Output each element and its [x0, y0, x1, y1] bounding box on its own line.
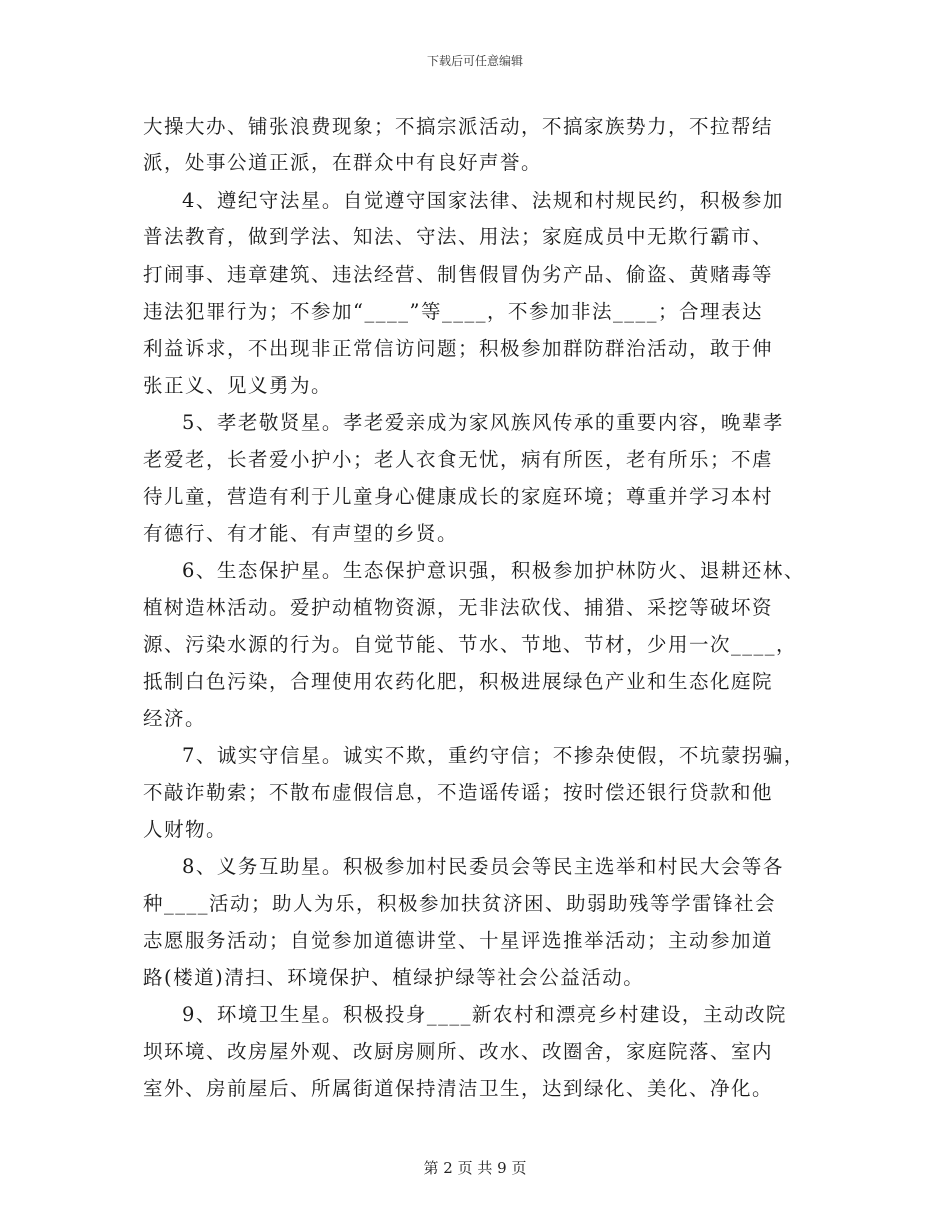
text-line: 源、污染水源的行为。自觉节能、节水、节地、节材，少用一次____，: [143, 633, 798, 656]
text-line: 抵制白色污染，合理使用农药化肥，积极进展绿色产业和生态化庭院: [143, 670, 774, 693]
text-line: 人财物。: [143, 818, 228, 841]
text-line: 经济。: [143, 707, 207, 730]
text-line: 张正义、见义勇为。: [143, 374, 333, 397]
text-line: 坝环境、改房屋外观、改厨房厕所、改水、改圈舍，家庭院落、室内: [143, 1040, 774, 1063]
text-line: 种____活动；助人为乐，积极参加扶贫济困、助弱助残等学雷锋社会: [143, 892, 777, 915]
text-line: 不敲诈勒索；不散布虚假信息，不造谣传谣；按时偿还银行贷款和他: [143, 781, 774, 804]
text-line: 有德行、有才能、有声望的乡贤。: [143, 522, 459, 545]
text-line: 4、遵纪守法星。自觉遵守国家法律、法规和村规民约，积极参加: [182, 189, 784, 212]
text-line: 室外、房前屋后、所属街道保持清洁卫生，达到绿化、美化、净化。: [143, 1077, 774, 1100]
text-line: 打闹事、违章建筑、违法经营、制售假冒伪劣产品、偷盗、黄赌毒等: [143, 263, 774, 286]
download-editable-note: 下载后可任意编辑: [426, 54, 523, 68]
text-line: 普法教育，做到学法、知法、守法、用法；家庭成员中无欺行霸市、: [143, 225, 774, 248]
text-line: 待儿童，营造有利于儿童身心健康成长的家庭环境；尊重并学习本村: [143, 485, 774, 508]
page-indicator: 第 2 页 共 9 页: [423, 1159, 527, 1177]
text-line: 派，处事公道正派，在群众中有良好声誉。: [143, 151, 543, 174]
text-line: 老爱老，长者爱小护小；老人衣食无忧，病有所医，老有所乐；不虐: [143, 448, 774, 471]
text-line: 9、环境卫生星。积极投身____新农村和漂亮乡村建设，主动改院: [182, 1003, 787, 1026]
text-line: 植树造林活动。爱护动植物资源，无非法砍伐、捕猎、采挖等破坏资: [143, 596, 774, 619]
text-line: 6、生态保护星。生态保护意识强，积极参加护林防火、退耕还林、: [182, 559, 805, 582]
text-line: 大操大办、铺张浪费现象；不搞宗派活动，不搞家族势力，不拉帮结: [143, 115, 774, 138]
text-line: 利益诉求，不出现非正常信访问题；积极参加群防群治活动，敢于伸: [143, 337, 774, 360]
text-line: 路(楼道)清扫、环境保护、植绿护绿等社会公益活动。: [143, 966, 645, 989]
text-line: 5、孝老敬贤星。孝老爱亲成为家风族风传承的重要内容，晚辈孝: [182, 411, 784, 434]
text-line: 志愿服务活动；自觉参加道德讲堂、十星评选推举活动；主动参加道: [143, 929, 774, 952]
text-line: 违法犯罪行为；不参加“____”等____，不参加非法____；合理表达: [143, 300, 763, 323]
text-line: 7、诚实守信星。诚实不欺，重约守信；不掺杂使假，不坑蒙拐骗，: [182, 744, 805, 767]
text-line: 8、义务互助星。积极参加村民委员会等民主选举和村民大会等各: [182, 855, 784, 878]
